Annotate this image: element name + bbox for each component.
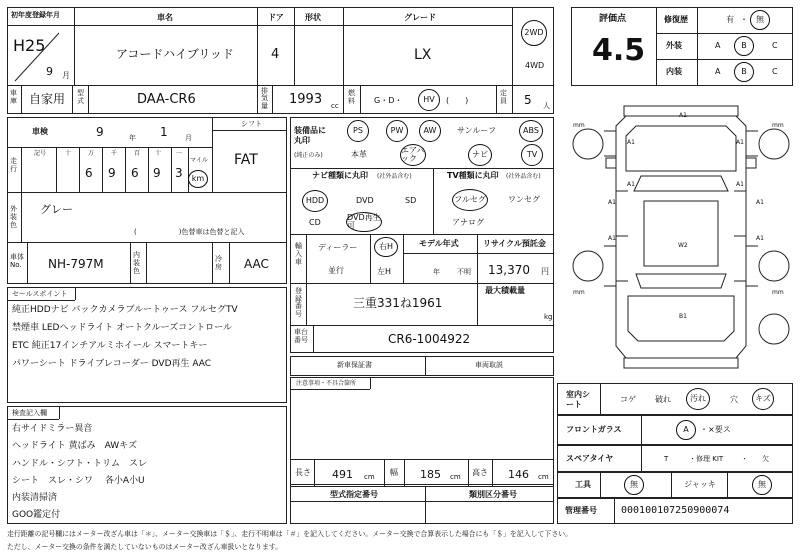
inspector-underline bbox=[7, 419, 59, 420]
equip-pw-circle bbox=[386, 120, 408, 142]
mileage-sign-label: 記号 bbox=[34, 150, 47, 157]
first-reg-month-unit: 月 bbox=[62, 71, 70, 80]
sales-point-line: ETC 純正17インチアルミホイール スマートキー bbox=[12, 341, 208, 351]
import-label: 輸入車 bbox=[295, 242, 302, 267]
equip-item: TV bbox=[526, 150, 538, 159]
diagram-mark: B1 bbox=[679, 313, 687, 320]
inspection-year-unit: 年 bbox=[129, 134, 136, 142]
grade-divider bbox=[343, 25, 512, 26]
notes-label: 注意事項・不具合箇所 bbox=[296, 380, 357, 387]
mileage-unit-label: マイル bbox=[190, 157, 208, 164]
sales-points-label: セールスポイント bbox=[12, 290, 68, 298]
mileage-digit-label: 十 bbox=[65, 150, 72, 157]
displacement-left bbox=[257, 85, 258, 114]
model-name-label: 車名 bbox=[157, 13, 173, 22]
exterior-label: 外装 bbox=[666, 41, 682, 50]
mileage-digit-label: 一 bbox=[176, 150, 183, 157]
grade-value: LX bbox=[414, 47, 432, 63]
registration-value: 三重331ね1961 bbox=[353, 296, 443, 310]
mileage-col-4 bbox=[148, 147, 149, 193]
ac-label: 冷房 bbox=[215, 255, 222, 272]
jack-left bbox=[671, 472, 672, 498]
tv-item: フルセグ bbox=[454, 195, 486, 204]
import-year-left bbox=[403, 234, 404, 284]
tv-label: TV種類に丸印 bbox=[447, 171, 499, 180]
mileage-col-1 bbox=[79, 147, 80, 193]
color-label-divider bbox=[21, 192, 22, 243]
equip-item: サンルーフ bbox=[457, 126, 496, 135]
exterior-grade-c: C bbox=[772, 41, 778, 50]
navi-hdd-circle bbox=[302, 190, 328, 212]
spare-item: ・ bbox=[741, 455, 748, 463]
equip-item: エアバック bbox=[401, 146, 425, 163]
mileage-col-5 bbox=[171, 147, 172, 193]
color-note: ( )色替車は色替と記入 bbox=[134, 228, 245, 236]
inspector-line: シート スレ・シワ 各小A小U bbox=[12, 476, 145, 486]
glass-a-circle bbox=[676, 420, 696, 440]
type-value: DAA-CR6 bbox=[137, 92, 196, 107]
recycle-value: 13,370 bbox=[488, 263, 530, 277]
fuel-options: G・D・ bbox=[374, 96, 403, 105]
fuel-selected: HV bbox=[423, 95, 435, 104]
grade-label: グレード bbox=[404, 13, 436, 22]
chassis-value: NH-797M bbox=[48, 257, 104, 271]
sales-points-label-edge bbox=[75, 287, 76, 300]
class-label: 類別区分番号 bbox=[469, 490, 517, 499]
diagram-mark: A1 bbox=[736, 139, 744, 146]
warranty-row bbox=[290, 356, 554, 376]
dims-length-label: 長さ bbox=[295, 468, 311, 477]
jack-label-divider bbox=[727, 472, 728, 498]
mileage-digit-label: 百 bbox=[134, 150, 141, 157]
row2 bbox=[7, 85, 554, 114]
dims-height-unit: cm bbox=[538, 473, 549, 481]
sales-point-line: パワーシート ドライブレコーダー DVD再生 AAC bbox=[12, 359, 212, 369]
exterior-grade-b-circle bbox=[734, 36, 754, 56]
cc-unit: cc bbox=[331, 102, 339, 110]
type-cert-label: 型式指定番号 bbox=[330, 490, 378, 499]
mileage-digit: 3 bbox=[175, 166, 183, 180]
import-hand-left bbox=[370, 234, 371, 284]
inspector-line: ヘッドライト 黄ばみ AWキズ bbox=[12, 441, 137, 451]
mgmt-label-divider bbox=[614, 498, 615, 524]
score-row-2 bbox=[656, 59, 793, 60]
score-value: 4.5 bbox=[592, 33, 646, 68]
navi-dvd-play-circle bbox=[346, 212, 382, 232]
repair-sep: ・ bbox=[740, 15, 748, 24]
mileage-col-6 bbox=[188, 147, 189, 193]
capacity-value: 5 bbox=[524, 93, 532, 107]
tools-value: 無 bbox=[630, 480, 638, 489]
import-lhd: 左H bbox=[377, 267, 392, 276]
tv-item: アナログ bbox=[452, 218, 484, 227]
equip-airbag-circle bbox=[400, 144, 426, 166]
equip-aw-circle bbox=[419, 120, 441, 142]
chassis-label-divider bbox=[27, 242, 28, 284]
import-rhd-circle bbox=[374, 237, 398, 257]
repair-label: 修復歴 bbox=[664, 15, 688, 24]
tools-label: 工具 bbox=[575, 480, 591, 489]
import-rhd: 右H bbox=[378, 242, 393, 251]
inspector-line: ハンドル・シフト・トリム スレ bbox=[12, 459, 148, 469]
mileage-unit-circle bbox=[188, 170, 208, 188]
jack-value: 無 bbox=[758, 480, 766, 489]
spare-item: ・修理 KIT bbox=[689, 455, 724, 463]
model-year-unit: 年 bbox=[433, 268, 440, 276]
navi-item: CD bbox=[309, 218, 321, 227]
ac-left bbox=[212, 242, 213, 284]
interior-left bbox=[130, 242, 131, 284]
fuel-hv-circle bbox=[418, 89, 440, 111]
first-reg-era-year: H25 bbox=[13, 36, 46, 55]
equip-item: ABS bbox=[523, 126, 539, 135]
sales-point-line: 純正HDDナビ バックカメラブルートゥース フルセグTV bbox=[12, 305, 238, 315]
ac-value: AAC bbox=[244, 257, 269, 271]
dims-height: 146 bbox=[508, 468, 529, 481]
mgmt-value: 000100107250900074 bbox=[621, 505, 730, 516]
chassis-label: 車体No. bbox=[10, 253, 24, 270]
score-divider bbox=[656, 7, 657, 86]
inspector-line: GOO鑑定付 bbox=[12, 510, 61, 520]
vin-label-divider bbox=[313, 325, 314, 353]
mileage-digit-label: 千 bbox=[111, 150, 118, 157]
inspector-label-edge bbox=[59, 406, 60, 419]
warranty-new-car: 新車保証書 bbox=[337, 361, 372, 369]
import-label-divider bbox=[306, 234, 307, 284]
seat-item: キズ bbox=[755, 394, 771, 403]
first-reg-label: 初年度登録年月 bbox=[11, 11, 60, 19]
navi-item: DVD再生可 bbox=[347, 213, 381, 230]
mileage-digit: 6 bbox=[131, 166, 139, 180]
diagram-mark: A1 bbox=[627, 181, 635, 188]
equip-tv-circle bbox=[521, 144, 543, 166]
dims-length-divider bbox=[314, 459, 315, 487]
model-name-value: アコードハイブリッド bbox=[116, 47, 234, 61]
mgmt-label: 管理番号 bbox=[565, 506, 597, 515]
diagram-mm: mm bbox=[772, 289, 784, 296]
inspection-year: 9 bbox=[96, 125, 104, 139]
type-label: 型式 bbox=[77, 89, 84, 105]
shift-label: シフト bbox=[241, 120, 262, 128]
usage-value: 自家用 bbox=[29, 92, 66, 106]
fuel-label-right bbox=[360, 85, 361, 114]
spare-label-divider bbox=[641, 445, 642, 472]
diagram-mm: mm bbox=[573, 289, 585, 296]
color-value: グレー bbox=[40, 203, 73, 216]
seat-scratch-circle bbox=[752, 388, 774, 410]
color-label: 外装色 bbox=[10, 205, 17, 230]
tools-none-circle bbox=[624, 475, 644, 495]
inspector-line: 内装清掃済 bbox=[12, 493, 58, 503]
equip-item: PW bbox=[390, 126, 404, 135]
navi-label: ナビ種類に丸印 bbox=[312, 171, 368, 180]
notes-label-edge bbox=[370, 377, 371, 389]
shape-label: 形状 bbox=[305, 13, 321, 22]
inspection-month-unit: 月 bbox=[185, 134, 192, 142]
dims-height-divider bbox=[492, 459, 493, 487]
mileage-digit: 6 bbox=[85, 166, 93, 180]
mileage-col-0 bbox=[56, 147, 57, 193]
seat-item: 破れ bbox=[655, 395, 671, 404]
seat-item: 穴 bbox=[730, 395, 738, 404]
mileage-digit: 9 bbox=[153, 166, 161, 180]
seat-label-divider bbox=[600, 383, 601, 415]
first-reg-month: 9 bbox=[46, 65, 53, 78]
navi-item: HDD bbox=[305, 196, 325, 205]
shape-divider bbox=[294, 25, 344, 26]
equip-navi-circle bbox=[468, 144, 492, 166]
mileage-col-2 bbox=[102, 147, 103, 193]
shift-value: FAT bbox=[234, 152, 258, 168]
interior-grade-b: B bbox=[741, 67, 747, 76]
diagram-mark: A1 bbox=[736, 181, 744, 188]
interior-label: 内装色 bbox=[133, 251, 140, 276]
repair-no: 無 bbox=[756, 15, 764, 24]
sales-point-line: 禁煙車 LEDヘッドライト オートクルーズコントロール bbox=[12, 323, 233, 333]
displacement-label-right bbox=[272, 85, 273, 114]
exterior-grade-b: B bbox=[741, 41, 747, 50]
dims-length: 491 bbox=[332, 468, 353, 481]
capacity-unit: 人 bbox=[543, 102, 550, 110]
registration-label: 登録番号 bbox=[295, 287, 302, 319]
diagram-mark: A1 bbox=[608, 235, 616, 242]
dims-width-left bbox=[384, 459, 385, 487]
doors-divider bbox=[257, 25, 295, 26]
navi-item: DVD bbox=[356, 196, 374, 205]
import-dealer: ディーラー bbox=[318, 243, 358, 252]
glass-label-divider bbox=[641, 415, 642, 445]
drive-2wd: 2WD bbox=[524, 28, 544, 37]
score-col bbox=[697, 7, 698, 86]
doors-value: 4 bbox=[271, 47, 280, 62]
doors-label: ドア bbox=[268, 13, 284, 22]
shift-label-divider bbox=[212, 130, 287, 131]
mileage-digit-label: 万 bbox=[88, 150, 95, 157]
footer-line-2: ただし、メーター交換の条件を満たしていないものはメーター改ざん車扱いとなります。 bbox=[7, 543, 283, 551]
model-name-divider bbox=[74, 25, 258, 26]
interior-label-right bbox=[146, 242, 147, 284]
displacement-value: 1993 bbox=[289, 92, 323, 107]
seat-dirt-circle bbox=[686, 388, 710, 410]
dims-width-label: 幅 bbox=[390, 468, 398, 477]
capacity-left bbox=[496, 85, 497, 114]
fuel-left bbox=[343, 85, 344, 114]
mileage-col-3 bbox=[125, 147, 126, 193]
max-load-label: 最大積載量 bbox=[485, 286, 525, 295]
capacity-label: 定員 bbox=[500, 89, 507, 105]
max-load-left bbox=[477, 283, 478, 326]
dims-length-unit: cm bbox=[364, 473, 375, 481]
equip-ps-circle bbox=[347, 120, 369, 142]
repair-no-circle bbox=[750, 10, 770, 30]
glass-label: フロントガラス bbox=[566, 425, 622, 434]
notes-underline bbox=[290, 389, 370, 390]
glass-selected: A bbox=[683, 425, 689, 434]
ac-label-right bbox=[229, 242, 230, 284]
inspection-label: 車検 bbox=[32, 127, 48, 136]
displacement-label: 排気量 bbox=[261, 87, 268, 110]
tv-fullseg-circle bbox=[452, 189, 488, 211]
mileage-unit: km bbox=[191, 174, 205, 183]
import-header-divider bbox=[403, 253, 554, 254]
equip-item: 本革 bbox=[351, 150, 367, 159]
import-parallel: 並行 bbox=[328, 266, 344, 275]
dims-width-divider bbox=[404, 459, 405, 487]
grade-cell bbox=[343, 7, 554, 86]
type-cert-divider bbox=[290, 501, 554, 502]
diagram-mark: A1 bbox=[756, 235, 764, 242]
score-row-1 bbox=[656, 33, 793, 34]
tv-item: ワンセグ bbox=[508, 195, 540, 204]
type-label-right bbox=[88, 85, 89, 114]
equip-item: ナビ bbox=[472, 150, 488, 159]
usage-label: 車庫 bbox=[10, 89, 17, 105]
mileage-label: 走行 bbox=[10, 157, 17, 174]
diagram-mark: A1 bbox=[756, 199, 764, 206]
usage-label-divider bbox=[21, 85, 22, 114]
vin-value: CR6-1004922 bbox=[388, 332, 471, 346]
mileage-divider bbox=[7, 147, 212, 148]
shift-left bbox=[212, 117, 213, 193]
drive-divider bbox=[512, 7, 513, 86]
equipment-sub: (純正のみ) bbox=[294, 152, 323, 159]
registration-label-divider bbox=[306, 283, 307, 326]
jack-none-circle bbox=[752, 475, 772, 495]
spare-item: T bbox=[664, 455, 669, 463]
navi-tv-divider bbox=[433, 168, 434, 235]
navi-item: SD bbox=[405, 196, 417, 205]
model-year-label: モデル年式 bbox=[419, 239, 459, 248]
recycle-yen: 円 bbox=[541, 267, 549, 276]
equipment-label: 装備品に丸印 bbox=[294, 126, 326, 145]
interior-label-score: 内装 bbox=[666, 67, 682, 76]
interior-grade-c: C bbox=[772, 67, 778, 76]
model-year-unknown: 不明 bbox=[457, 268, 471, 276]
sales-points-underline bbox=[7, 300, 75, 301]
repair-yes: 有 bbox=[726, 15, 734, 24]
tv-sub: (社外品含む) bbox=[506, 173, 541, 180]
drive-2wd-circle bbox=[521, 20, 547, 46]
diagram-mark: W2 bbox=[678, 242, 688, 249]
navi-sub: (社外品含む) bbox=[377, 173, 412, 180]
mileage-label-divider bbox=[21, 147, 22, 193]
diagram-mm: mm bbox=[573, 122, 585, 129]
fuel-paren: ( ) bbox=[446, 96, 469, 105]
seat-item: コゲ bbox=[620, 395, 636, 404]
diagram-mark: A1 bbox=[608, 199, 616, 206]
equip-item: PS bbox=[353, 126, 363, 135]
type-label-left bbox=[72, 85, 73, 114]
dims-height-label: 高さ bbox=[472, 468, 488, 477]
recycle-label: リサイクル預託金 bbox=[483, 239, 546, 248]
interior-grade-a: A bbox=[715, 67, 721, 76]
mileage-digit-label: 十 bbox=[155, 150, 162, 157]
equip-item: AW bbox=[423, 126, 437, 135]
inspector-line: 右サイドミラー異音 bbox=[12, 424, 93, 434]
inspection-month: 1 bbox=[160, 125, 168, 139]
seat-item: 汚れ bbox=[690, 394, 706, 403]
spare-item: 欠 bbox=[762, 455, 769, 463]
interior-grade-b-circle bbox=[734, 62, 754, 82]
warranty-manual: 車両取説 bbox=[475, 361, 503, 369]
dims-width: 185 bbox=[420, 468, 441, 481]
max-load-unit: kg bbox=[544, 313, 553, 321]
dims-width-unit: cm bbox=[450, 473, 461, 481]
fuel-label: 燃料 bbox=[348, 89, 355, 105]
diagram-mm: mm bbox=[772, 122, 784, 129]
tools-label-divider bbox=[600, 472, 601, 498]
seat-label: 室内シート bbox=[566, 390, 590, 409]
warranty-divider bbox=[425, 356, 426, 376]
recycle-left bbox=[477, 234, 478, 284]
jack-label: ジャッキ bbox=[684, 480, 716, 489]
spare-label: スペアタイヤ bbox=[566, 454, 614, 463]
score-label: 評価点 bbox=[599, 14, 627, 24]
diagram-mark: A1 bbox=[679, 112, 687, 119]
inspector-label: 検査記入欄 bbox=[12, 409, 47, 417]
type-cert-mid bbox=[425, 486, 426, 524]
capacity-label-right bbox=[512, 85, 513, 114]
equip-abs-circle bbox=[519, 120, 543, 142]
footer-line-1: 走行距離の記号欄にはメーター改ざん車は「＊」、メーター交換車は「＄」、走行不明車は「＃」を記入してください。メーター交換で合算表示した場合にも「＄」を記入して下さい。 bbox=[7, 530, 573, 538]
mileage-digit: 9 bbox=[108, 166, 116, 180]
vin-label: 車台番号 bbox=[294, 328, 308, 344]
glass-rest: ・×要ス bbox=[700, 425, 731, 434]
dims-height-left bbox=[468, 459, 469, 487]
exterior-grade-a: A bbox=[715, 41, 721, 50]
diagram-mark: A1 bbox=[627, 139, 635, 146]
drive-4wd: 4WD bbox=[525, 61, 545, 70]
